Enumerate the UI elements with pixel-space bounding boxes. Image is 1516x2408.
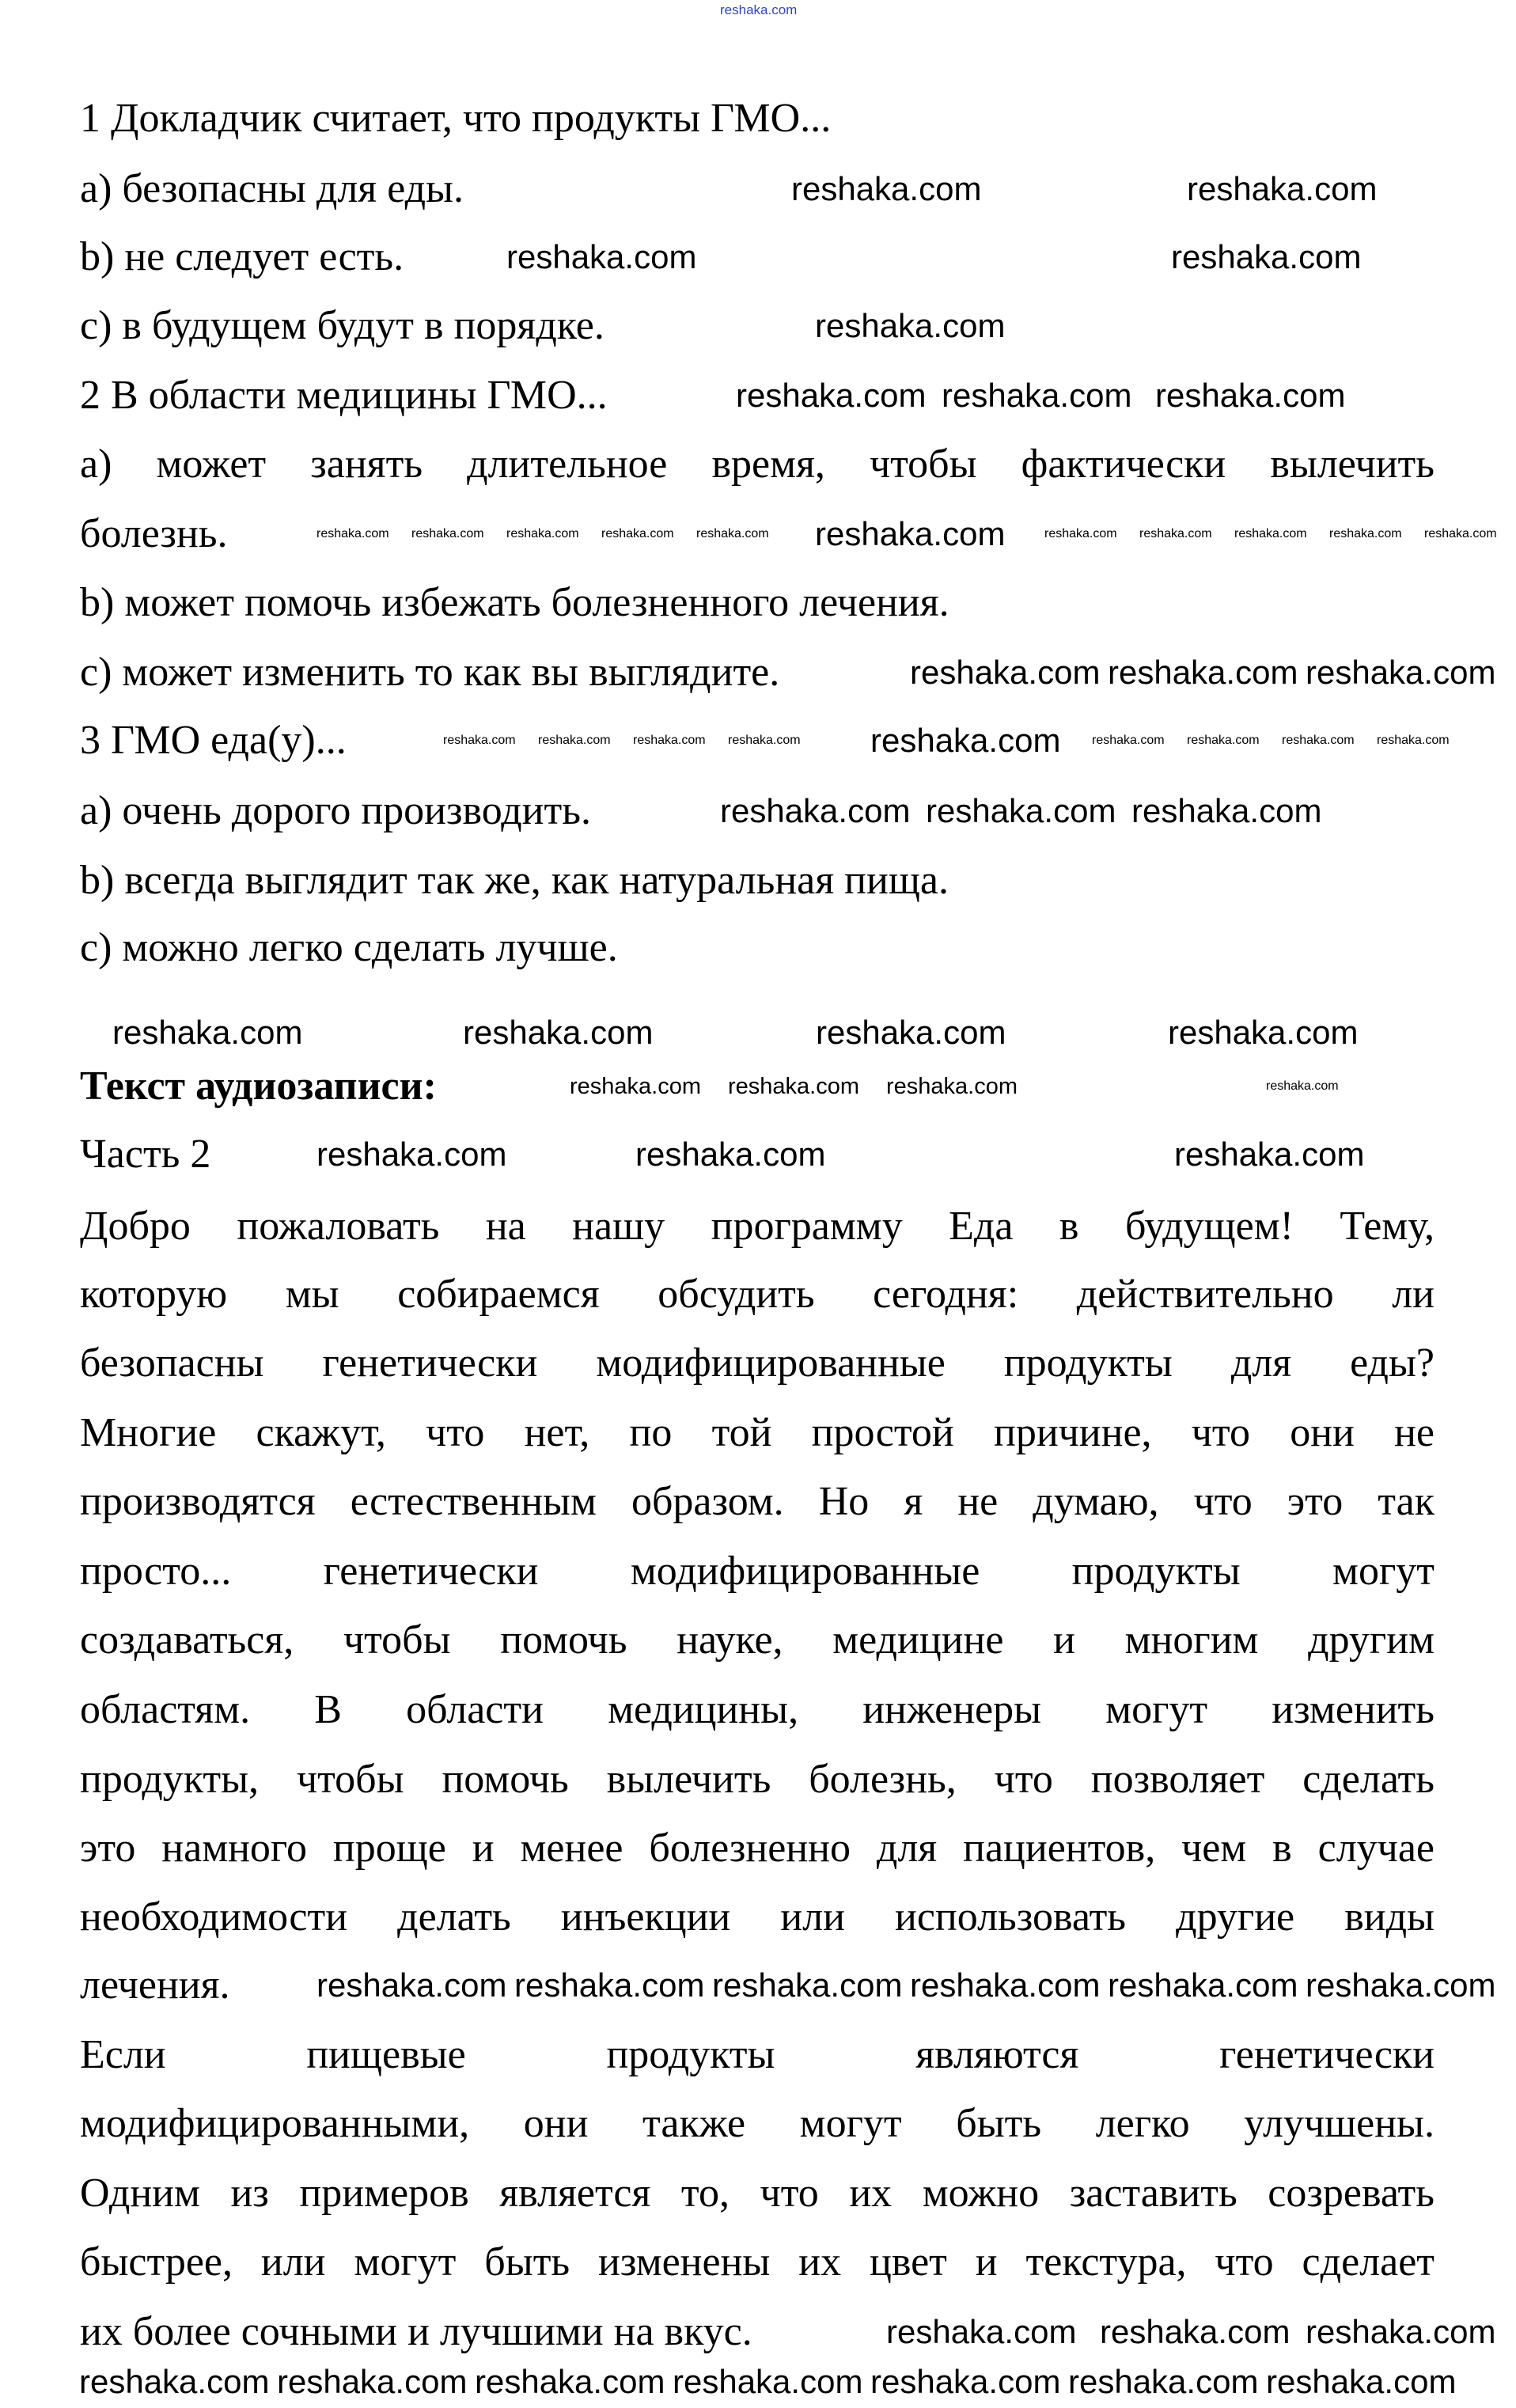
watermark-text: reshaka.com [728, 1073, 860, 1099]
question-2-option-b: b) может помочь избежать болезненного лечения. [80, 580, 949, 625]
paragraph-line: модифицированными, они также могут быть легко улучшены. [80, 2101, 1435, 2146]
watermark-text: reshaka.com [1306, 2313, 1496, 2350]
watermark-text: reshaka.com [633, 734, 706, 747]
watermark-text: reshaka.com [870, 2363, 1061, 2400]
paragraph-line: областям. В области медицины, инженеры могут изменить [80, 1687, 1435, 1732]
watermark-text: reshaka.com [791, 170, 982, 207]
watermark-text: reshaka.com [1424, 527, 1497, 540]
watermark-text: reshaka.com [720, 792, 911, 829]
watermark-text: reshaka.com [728, 734, 801, 747]
paragraph-line: необходимости делать инъекции или использовать другие виды [80, 1894, 1435, 1940]
watermark-text: reshaka.com [886, 1073, 1018, 1099]
watermark-text: reshaka.com [1234, 527, 1307, 540]
watermark-text: reshaka.com [926, 792, 1116, 829]
watermark-text: reshaka.com [1187, 170, 1378, 207]
watermark-text: reshaka.com [736, 377, 927, 414]
watermark-text: reshaka.com [514, 1966, 705, 2004]
paragraph-line: производятся естественным образом. Но я не думаю, что это так [80, 1479, 1435, 1524]
watermark-text: reshaka.com [696, 527, 769, 540]
question-3-option-b: b) всегда выглядит так же, как натуральная пища. [80, 858, 949, 903]
watermark-text: reshaka.com [635, 1136, 826, 1173]
watermark-text: reshaka.com [463, 1014, 654, 1051]
watermark-text: reshaka.com [538, 734, 611, 747]
watermark-text: reshaka.com [673, 2363, 863, 2400]
watermark-text: reshaka.com [277, 2363, 468, 2400]
watermark-text: reshaka.com [443, 734, 516, 747]
question-3-option-c: c) можно легко сделать лучше. [80, 925, 618, 970]
paragraph-line: которую мы собираемся обсудить сегодня: действительно ли [80, 1272, 1435, 1317]
watermark-text: reshaka.com [1168, 1014, 1359, 1051]
watermark-text: reshaka.com [1266, 2363, 1457, 2400]
watermark-text: reshaka.com [316, 527, 389, 540]
watermark-text: reshaka.com [1108, 654, 1298, 691]
watermark-text: reshaka.com [720, 2, 798, 17]
watermark-text: reshaka.com [1329, 527, 1402, 540]
watermark-text: reshaka.com [1044, 527, 1117, 540]
watermark-text: reshaka.com [815, 307, 1006, 344]
paragraph-line: быстрее, или могут быть изменены их цвет и текстура, что сделает [80, 2239, 1435, 2285]
watermark-text: reshaka.com [1155, 377, 1346, 414]
watermark-text: reshaka.com [815, 515, 1006, 552]
question-1: 1 Докладчик считает, что продукты ГМО... [80, 96, 832, 141]
watermark-text: reshaka.com [1139, 527, 1212, 540]
watermark-text: reshaka.com [942, 377, 1132, 414]
question-2-option-a: a) может занять длительное время, чтобы фактически вылечить [80, 442, 1435, 487]
question-2: 2 В области медицины ГМО... [80, 373, 608, 418]
transcript-part: Часть 2 [80, 1132, 211, 1177]
transcript-heading: Текст аудиозаписи: [80, 1064, 437, 1109]
watermark-text: reshaka.com [1174, 1136, 1365, 1173]
question-2-option-c: c) может изменить то как вы выглядите. [80, 650, 780, 695]
watermark-text: reshaka.com [886, 2313, 1077, 2350]
question-2-option-a-cont: болезнь. [80, 511, 228, 556]
watermark-text: reshaka.com [816, 1014, 1006, 1051]
paragraph-line: Добро пожаловать на нашу программу Еда в будущем! Тему, [80, 1204, 1435, 1249]
watermark-text: reshaka.com [1282, 734, 1355, 747]
watermark-text: reshaka.com [1306, 654, 1496, 691]
watermark-text: reshaka.com [870, 722, 1061, 759]
watermark-text: reshaka.com [316, 1966, 507, 2004]
watermark-text: reshaka.com [1100, 2313, 1290, 2350]
paragraph-line: Если пищевые продукты являются генетически [80, 2032, 1435, 2077]
watermark-text: reshaka.com [316, 1136, 507, 1173]
paragraph-line: Одним из примеров является то, что их можно заставить созревать [80, 2171, 1435, 2216]
paragraph-line: продукты, чтобы помочь вылечить болезнь, что позволяет сделать [80, 1757, 1435, 1802]
paragraph-line: просто... генетически модифицированные продукты могут [80, 1549, 1435, 1594]
paragraph-line: лечения. [80, 1962, 230, 2008]
watermark-text: reshaka.com [1377, 734, 1450, 747]
watermark-text: reshaka.com [475, 2363, 665, 2400]
question-3: 3 ГМО еда(у)... [80, 718, 347, 763]
watermark-text: reshaka.com [112, 1014, 303, 1051]
watermark-text: reshaka.com [1171, 238, 1362, 275]
paragraph-line: Многие скажут, что нет, по той простой причине, что они не [80, 1410, 1435, 1455]
paragraph-line: их более сочными и лучшими на вкус. [80, 2309, 752, 2354]
question-1-option-c: c) в будущем будут в порядке. [80, 303, 605, 348]
watermark-text: reshaka.com [1266, 1079, 1339, 1093]
watermark-text: reshaka.com [712, 1966, 903, 2004]
watermark-text: reshaka.com [506, 238, 697, 275]
watermark-text: reshaka.com [1306, 1966, 1496, 2004]
question-3-option-a: a) очень дорого производить. [80, 788, 591, 833]
paragraph-line: создаваться, чтобы помочь науке, медицине и многим другим [80, 1617, 1435, 1663]
watermark-text: reshaka.com [411, 527, 484, 540]
watermark-text: reshaka.com [570, 1073, 702, 1099]
watermark-text: reshaka.com [1131, 792, 1322, 829]
watermark-text: reshaka.com [1108, 1966, 1298, 2004]
question-1-option-a: a) безопасны для еды. [80, 166, 464, 211]
paragraph-line: это намного проще и менее болезненно для пациентов, чем в случае [80, 1826, 1435, 1871]
paragraph-line: безопасны генетически модифицированные продукты для еды? [80, 1341, 1435, 1386]
question-1-option-b: b) не следует есть. [80, 234, 404, 279]
watermark-text: reshaka.com [1092, 734, 1165, 747]
watermark-text: reshaka.com [79, 2363, 270, 2400]
watermark-text: reshaka.com [910, 654, 1101, 691]
watermark-text: reshaka.com [910, 1966, 1101, 2004]
watermark-text: reshaka.com [1068, 2363, 1259, 2400]
watermark-text: reshaka.com [1187, 734, 1260, 747]
watermark-text: reshaka.com [601, 527, 674, 540]
watermark-text: reshaka.com [506, 527, 579, 540]
